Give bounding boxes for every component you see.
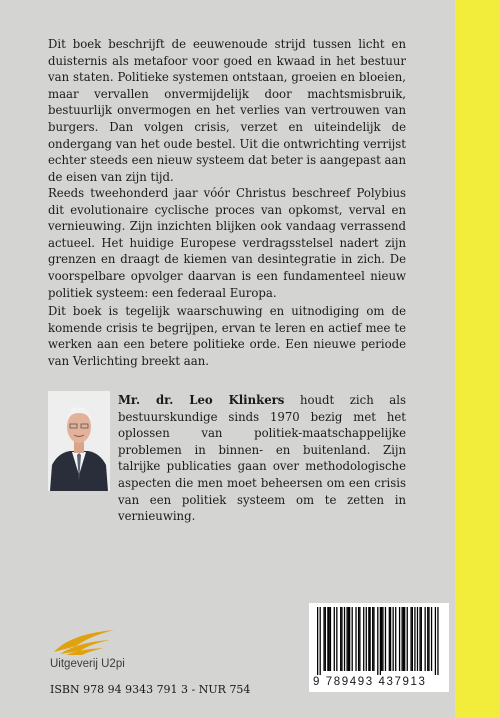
publisher-logo (50, 628, 180, 674)
barcode-bars (315, 607, 443, 675)
barcode (309, 603, 449, 692)
author-bio-text: houdt zich als bestuurskundige sinds 1970 bezig met het oplossen van politiek-maatschappelijke problemen in binnen- en buitenland. Zijn talrijke publicaties gaan over methodologische aspecten die men moet beheersen om een crisis van een politiek systeem om te zetten in vernieuwing. (118, 393, 406, 524)
spine-strip (455, 0, 500, 718)
blurb-paragraph-1: Dit boek beschrijft de eeuwenoude strijd tussen licht en duisternis als metafoor voor goed en kwaad in het bestuur van staten. Politieke systemen ontstaan, groeien en bloeien, maar vervallen onvermijdelijk door machtsmisbruik, bestuurlijk onvermogen en het verlies van vertrouwen van burgers. Dan volgen crisis, verzet en uiteindelijk de ondergang van het oude bestel. Uit die ontwrichting verrijst echter steeds een nieuw systeem dat beter is aangepast aan de eisen van zijn tijd. (48, 37, 406, 184)
author-bio (118, 392, 406, 525)
author-photo (48, 391, 110, 491)
barcode-number: 9 789493 437913 (313, 676, 427, 688)
author-portrait-icon (48, 391, 110, 491)
publisher-name: Uitgeverij U2pi (50, 658, 125, 670)
blurb-paragraph-3: Dit boek is tegelijk waarschuwing en uitnodiging om de komende crisis te begrijpen, ervan te leren en actief mee te werken aan een betere politieke orde. Een nieuwe periode van Verlichting breekt aan. (48, 304, 406, 368)
author-name: Mr. dr. Leo Klinkers (118, 393, 285, 407)
wings-logo-icon (50, 628, 120, 656)
blurb-paragraph-2: Reeds tweehonderd jaar vóór Christus beschreef Polybius dit evolutionaire cyclische proces van opkomst, verval en vernieuwing. Zijn inzichten blijken ook vandaag verrassend actueel. Het huidige Europese verdragsstelsel nadert zijn grenzen en draagt de kiemen van desintegratie in zich. De voorspelbare opvolger daarvan is een fundamenteel nieuw politiek systeem: een federaal Europa. (48, 186, 406, 300)
isbn-line: ISBN 978 94 9343 791 3 - NUR 754 (50, 683, 251, 696)
